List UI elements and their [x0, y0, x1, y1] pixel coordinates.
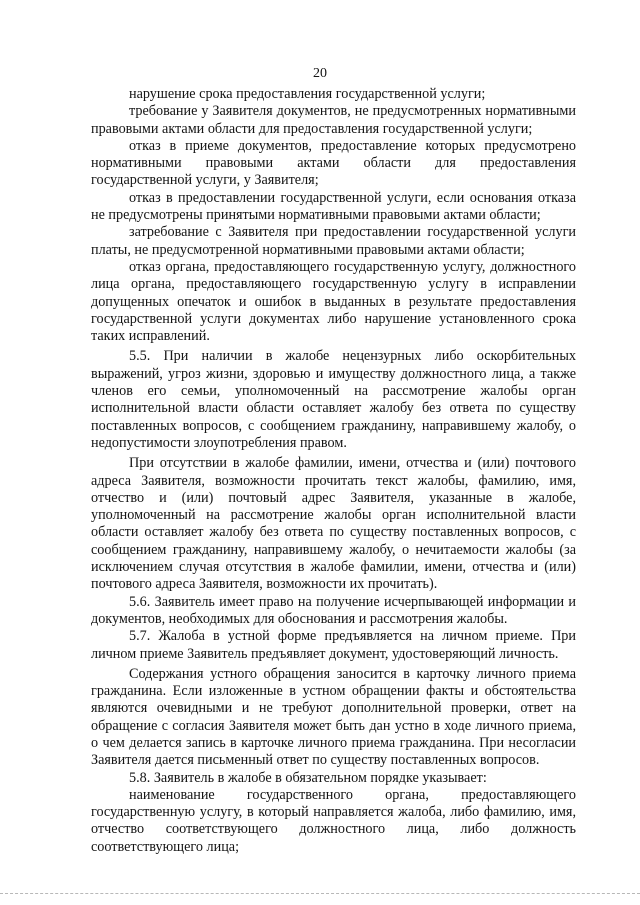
bottom-scan-line: [0, 893, 640, 895]
paragraph-section-5-5: 5.5. При наличии в жалобе нецензурных либо оскорбительных выражений, угроз жизни, здоровью и имуществу должностного лица, а также членов его семьи, уполномоченный на рассмотрение жалобы орган исполнительной власти области оставляет жалобу без ответа по существу поставленных вопросов, с сообщением гражданину, направившему жалобу, о недопустимости злоупотребления правом.: [91, 348, 576, 451]
paragraph-body-name: наименование государственного органа, предоставляющего государственную услугу, в который направляется жалоба, либо фамилию, имя, отчество соответствующего должностного лица, либо должность соответствующего лица;: [91, 786, 576, 855]
page-number: 20: [313, 66, 327, 81]
paragraph-refusal-of-service: отказ в предоставлении государственной услуги, если основания отказа не предусмотрены принятыми нормативными правовыми актами области;: [91, 189, 576, 224]
paragraph-section-5-6: 5.6. Заявитель имеет право на получение исчерпывающей информации и документов, необходимых для обоснования и рассмотрения жалобы.: [91, 593, 576, 627]
paragraph-violation-of-term: нарушение срока предоставления государственной услуги;: [129, 86, 486, 102]
paragraph-document-requirement: требование у Заявителя документов, не предусмотренных нормативными правовыми актами области для предоставления государственной услуги;: [91, 103, 576, 137]
document-body: [91, 86, 576, 856]
paragraph-oral-appeal: Содержания устного обращения заносится в карточку личного приема гражданина. Если изложенные в устном обращении факты и обстоятельства являются очевидными и не требуют дополнительной проверки, ответ на обращение с согласия Заявителя может быть дан устно в ходе личного приема, о чем делается запись в карточке личного приема гражданина. При несогласии Заявителя дается письменный ответ по существу поставленных вопросов.: [91, 665, 576, 769]
paragraph-refusal-to-accept-documents: отказ в приеме документов, предоставление которых предусмотрено нормативными правовыми актами области для предоставления государственной услуги, у Заявителя;: [91, 137, 576, 189]
paragraph-refusal-to-correct-errors: отказ органа, предоставляющего государственную услугу, должностного лица органа, предоставляющего государственную услугу в исправлении допущенных опечаток и ошибок в выданных в результате предоставления государственной услуги документах либо нарушение установленного срока таких исправлений.: [91, 258, 576, 345]
paragraph-missing-applicant-data: При отсутствии в жалобе фамилии, имени, отчества и (или) почтового адреса Заявителя, возможности прочитать текст жалобы, фамилию, имя, отчество и (или) почтовый адрес Заявителя, указанные в жалобе, уполномоченный на рассмотрение жалобы орган исполнительной власти области оставляет жалобу без ответа по существу поставленных вопросов, с сообщением гражданину, направившему жалобу, о нечитаемости жалобы (за исключением случая отсутствия в жалобе фамилии, имени, отчества и (или) почтового адреса Заявителя, возможности их прочитать).: [91, 455, 576, 593]
paragraph-fee-demand: затребование с Заявителя при предоставлении государственной услуги платы, не предусмотренной нормативными правовыми актами области;: [91, 224, 576, 258]
paragraph-section-5-8: 5.8. Заявитель в жалобе в обязательном порядке указывает:: [129, 769, 487, 786]
paragraph-section-5-7: 5.7. Жалоба в устной форме предъявляется на личном приеме. При личном приеме Заявитель предъявляет документ, удостоверяющий личность.: [91, 628, 576, 662]
